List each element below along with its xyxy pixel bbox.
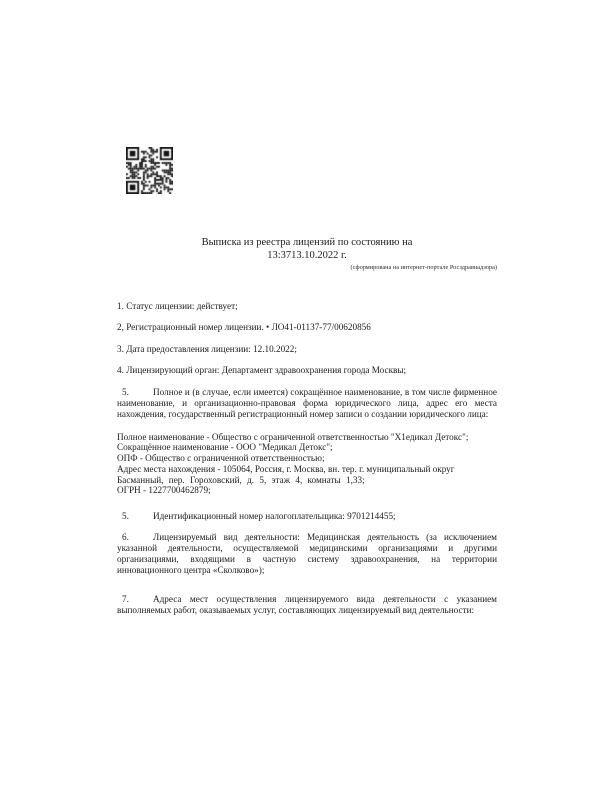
license-grant-date-line: 3. Дата предоставления лицензии: 12.10.2022; (117, 343, 297, 354)
item5-number: 5. (122, 387, 129, 397)
item7-number: 7. (122, 593, 129, 604)
licensing-authority-line: 4. Лицензирующий орган: Департамент здравоохранения города Москвы; (117, 365, 407, 375)
license-status-line: 1. Статус лицензии: действует; (117, 300, 238, 311)
org-address-line2: Басманный, пер. Гороховский, д. 5, этаж 4, комнаты 1,33; (117, 474, 365, 485)
org-legal-form: ОПФ - Общество с ограниченной ответственностью; (117, 453, 325, 464)
document-title (117, 237, 497, 262)
item7-activity-addresses-paragraph (117, 594, 497, 616)
item5-name-and-form-paragraph (117, 387, 497, 420)
org-short-name: Сокращённое наименование - ООО "Медикал Детокс"; (117, 442, 333, 453)
document-title-line1: Выписка из реестра лицензий по состоянию на (201, 237, 413, 248)
formed-on-portal-note: (сформирована на интернет-портале Росздравнадзора) (350, 264, 497, 271)
item6-text: Лицензируемый вид деятельности: Медицинская деятельность (за исключением указанной деятельности, осуществляемой медицинскими организациями и другими организациями, входящими в частную систему здравоохранения, на территории инновационного центра «Сколково»); (117, 532, 497, 575)
item6-number: 6. (122, 532, 129, 542)
document-title-date: 13:3713.10.2022 г. (267, 249, 347, 261)
org-full-name: Полное наименование - Общество с ограниченной ответственностью "Х1едикал Детокс"; (117, 431, 469, 442)
org-ogrn: ОГРН - 1227700462879; (117, 485, 211, 496)
item6-licensed-activity-paragraph (117, 532, 497, 576)
qr-code (126, 147, 173, 194)
item5-text: Полное и (в случае, если имеется) сокращённое наименование, в том числе фирменное наименование, и организационно-правовая форма юридического лица, адрес его места нахождения, государственный регистрационный номер записи о создании юридического лица: (117, 387, 497, 419)
license-number-line: 2, Регистрационный номер лицензии. • ЛО41-01137-77/00620856 (117, 322, 371, 332)
org-address-line1: Адрес места нахождения - 105064, Россия, г. Москва, вн. тер. г. муниципальный округ (117, 463, 455, 474)
taxpayer-id-number: 5. (122, 510, 129, 521)
taxpayer-id-line (117, 511, 497, 522)
organization-details-block (117, 432, 507, 497)
taxpayer-id-text: Идентификационный номер налогоплательщика: 9701214455; (153, 510, 396, 521)
item7-text: Адреса мест осуществления лицензируемого вида деятельности с указанием выполняемых работ, оказываемых услуг, составляющих лицензируемый вид деятельности: (117, 593, 497, 615)
